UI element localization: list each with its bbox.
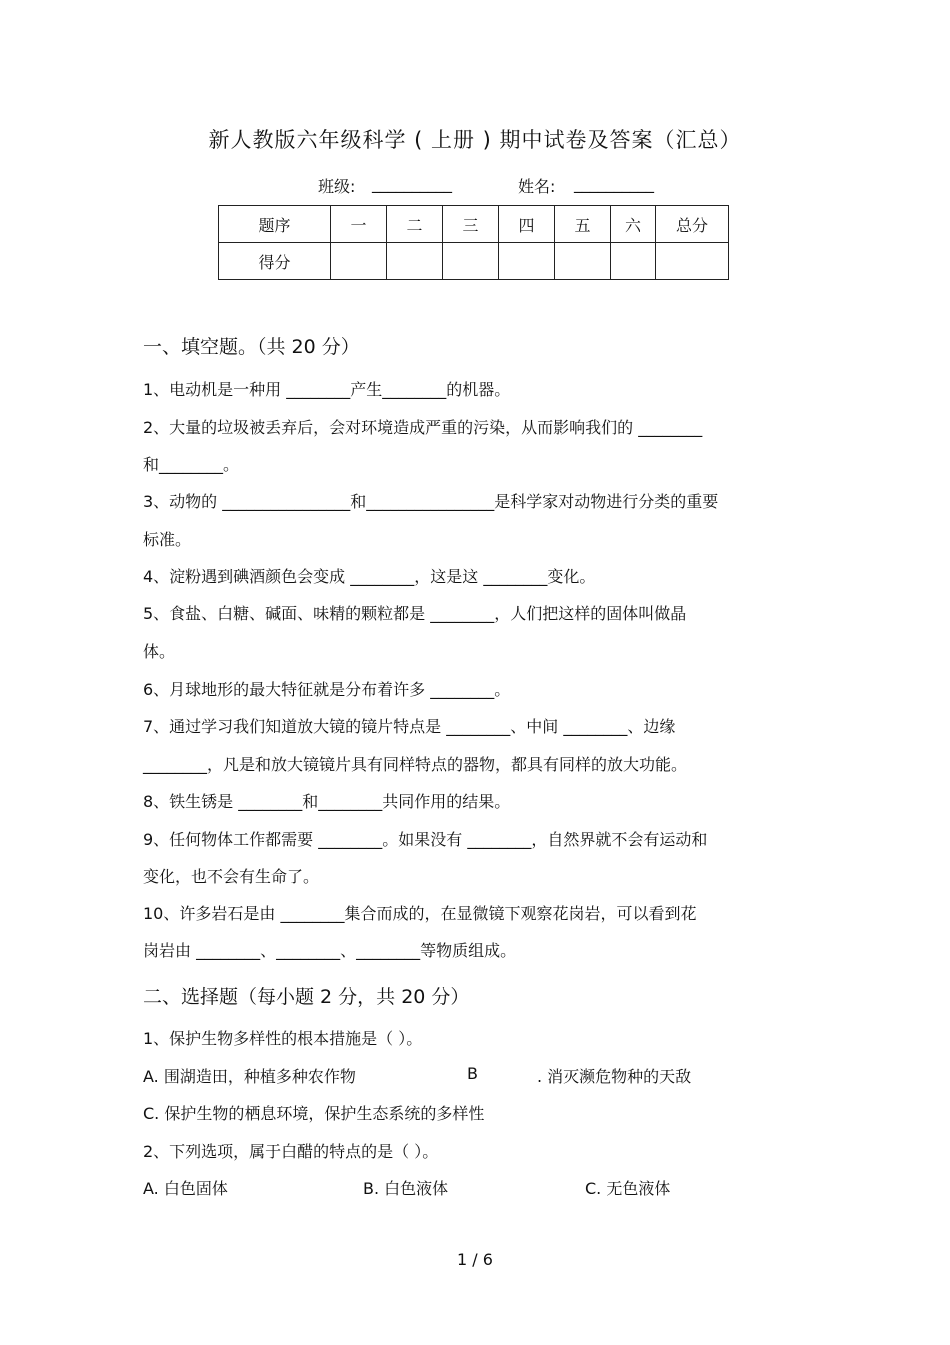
question-line: 6、月球地形的最大特征就是分布着许多 ________。 [143,680,511,699]
question-line: 9、任何物体工作都需要 ________。如果没有 ________，自然界就不会有运动和 [143,830,708,849]
table-header-cell: 四 [499,206,555,243]
question-line: 7、通过学习我们知道放大镜的镜片特点是 ________、中间 ________、边缘 [143,717,676,736]
option-c: C. 无色液体 [585,1179,671,1198]
option-b-letter: B [467,1064,478,1083]
question-line: 变化，也不会有生命了。 [143,867,320,886]
option-b: . 消灭濒危物种的天敌 [537,1067,692,1086]
question-line: 5、食盐、白糖、碱面、味精的颗粒都是 ________，人们把这样的固体叫做晶 [143,604,687,623]
question-line: 2、下列选项，属于白醋的特点的是（ ）。 [143,1142,439,1161]
score-cell [555,243,611,280]
option-a: A. 围湖造田，种植多种农作物 [143,1067,356,1086]
score-cell [656,243,729,280]
question-line: 体。 [143,642,176,661]
option-c: C. 保护生物的栖息环境，保护生态系统的多样性 [143,1104,485,1123]
page-number: 1 / 6 [457,1250,493,1269]
option-b: B. 白色液体 [363,1179,449,1198]
name-blank: __________ [574,174,654,193]
page-title: 新人教版六年级科学 ( 上册 ) 期中试卷及答案（汇总） [208,128,742,152]
question-line: 2、大量的垃圾被丢弃后，会对环境造成严重的污染，从而影响我们的 ________ [143,418,703,437]
table-header-cell: 二 [387,206,443,243]
question-line: 和________。 [143,455,240,474]
option-a: A. 白色固体 [143,1179,228,1198]
score-table-row [219,243,729,280]
class-blank: __________ [372,174,452,193]
table-header-cell: 六 [611,206,656,243]
score-cell [611,243,656,280]
section1-heading: 一、填空题。（共 20 分） [143,336,360,358]
score-cell [499,243,555,280]
score-table [218,205,729,280]
table-header-cell: 题序 [219,206,331,243]
question-line: 3、动物的 ________________和________________是科学家对动物进行分类的重要 [143,492,719,511]
class-label: 班级: [318,177,356,196]
question-line: 1、保护生物多样性的根本措施是（ ）。 [143,1029,423,1048]
name-label: 姓名: [518,177,556,196]
table-header-cell: 一 [331,206,387,243]
question-line: 10、许多岩石是由 ________集合而成的，在显微镜下观察花岗岩，可以看到花 [143,904,697,923]
question-line: 标准。 [143,530,192,549]
table-header-cell: 五 [555,206,611,243]
score-cell [331,243,387,280]
score-table-header-row [219,206,729,243]
table-header-cell: 三 [443,206,499,243]
score-cell [387,243,443,280]
question-line: 岗岩由 ________、________、________等物质组成。 [143,941,517,960]
question-line: 1、电动机是一种用 ________产生________的机器。 [143,380,511,399]
table-row-label: 得分 [219,243,331,280]
question-line: 4、淀粉遇到碘酒颜色会变成 ________，这是这 ________变化。 [143,567,596,586]
score-cell [443,243,499,280]
question-line: ________，凡是和放大镜镜片具有同样特点的器物，都具有同样的放大功能。 [143,755,688,774]
section2-heading: 二、选择题（每小题 2 分，共 20 分） [143,986,470,1008]
question-line: 8、铁生锈是 ________和________共同作用的结果。 [143,792,511,811]
table-header-cell: 总分 [656,206,729,243]
